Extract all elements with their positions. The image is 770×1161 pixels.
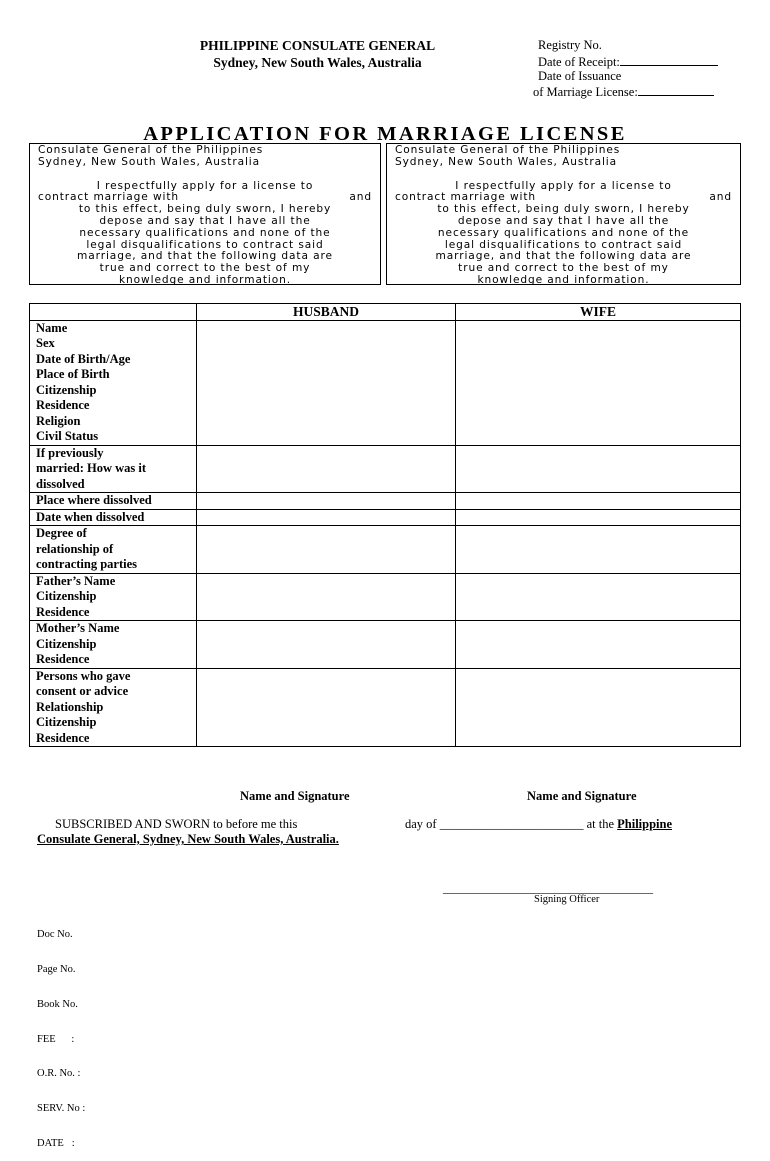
husband-signature-label: Name and Signature: [240, 789, 350, 803]
wife-date-dissolved-field[interactable]: [456, 509, 741, 526]
paragraph-line: knowledge and information.: [477, 273, 650, 286]
row-label: Date when dissolved: [36, 509, 145, 524]
paragraph-line: knowledge and information.: [119, 273, 291, 286]
fee-label: FEE :: [37, 1033, 75, 1045]
addressee-line1: Consulate General of the Philippines: [38, 144, 264, 156]
row-label: Residence: [36, 604, 90, 619]
row-label: Residence: [36, 730, 90, 745]
form-title: APPLICATION FOR MARRIAGE LICENSE: [143, 123, 627, 145]
addressee-box-left: [29, 143, 381, 285]
wife-previous-marriage-field[interactable]: [456, 445, 741, 493]
table-row-mother: [30, 621, 741, 669]
notarial-entries: [37, 906, 85, 1161]
row-label: Father’s Name: [36, 573, 116, 588]
row-labels: [30, 526, 197, 574]
or-no-label: O.R. No. :: [37, 1068, 81, 1080]
table-row-consent: [30, 668, 741, 747]
paragraph-line: true and correct to the best of my: [99, 262, 311, 275]
husband-father-field[interactable]: [197, 573, 456, 621]
date-label: DATE :: [37, 1137, 75, 1149]
marriage-license-date-field: [533, 84, 714, 101]
marriage-license-date-line: [638, 84, 714, 96]
row-label: Civil Status: [36, 429, 99, 443]
sworn-statement-part1: SUBSCRIBED AND SWORN to before me this: [55, 817, 298, 831]
sworn-statement-part2: [405, 817, 672, 832]
date-of-receipt-line: [620, 54, 718, 66]
row-label: Citizenship: [36, 636, 97, 651]
row-label: If previously: [36, 445, 104, 460]
row-label: Degree of: [36, 526, 87, 540]
row-label: Citizenship: [36, 589, 97, 603]
husband-header: HUSBAND: [197, 304, 456, 321]
sworn-place-word: Philippine: [617, 817, 673, 831]
husband-previous-marriage-field[interactable]: [197, 445, 456, 493]
wife-signature-label: Name and Signature: [527, 789, 637, 803]
row-label: married: How was it: [36, 461, 147, 475]
wife-father-field[interactable]: [456, 573, 741, 621]
paragraph-line: legal disqualifications to contract said: [444, 238, 683, 251]
signing-officer-label: Signing Officer: [534, 894, 600, 905]
wife-degree-relationship-field[interactable]: [456, 526, 741, 574]
paragraph-text: and: [349, 191, 372, 204]
row-label: consent or advice: [36, 684, 129, 698]
wife-consent-field[interactable]: [456, 668, 741, 747]
row-label: Place where dissolved: [36, 493, 152, 507]
row-label: contracting parties: [36, 557, 138, 571]
row-labels: [30, 493, 197, 510]
table-row-previous-marriage: [30, 445, 741, 493]
paragraph-text: contract marriage with: [38, 191, 180, 204]
paragraph-line: I respectfully apply for a license to: [96, 179, 314, 192]
paragraph-line: necessary qualifications and none of the: [437, 226, 690, 239]
marriage-license-date-label: of Marriage License:: [533, 85, 638, 99]
paragraph-line: depose and say that I have all the: [457, 214, 670, 227]
husband-place-dissolved-field[interactable]: [197, 493, 456, 510]
row-labels: [30, 509, 197, 526]
addressee-line2: Sydney, New South Wales, Australia: [395, 155, 618, 168]
addressee-line1: Consulate General of the Philippines: [395, 144, 621, 156]
sworn-date-text: day of _______________________ at the: [405, 817, 615, 831]
row-label: Name: [36, 320, 68, 335]
row-label: Citizenship: [36, 715, 97, 729]
row-label: dissolved: [36, 476, 85, 491]
page-no-label: Page No.: [37, 963, 76, 975]
paragraph-line: true and correct to the best of my: [458, 262, 669, 275]
husband-degree-relationship-field[interactable]: [197, 526, 456, 574]
row-label: Residence: [36, 652, 90, 666]
row-label: Residence: [36, 398, 90, 412]
wife-header: WIFE: [456, 304, 741, 321]
table-row-date-dissolved: [30, 509, 741, 526]
consulate-header: [140, 37, 495, 71]
table-row-father: [30, 573, 741, 621]
paragraph-text: contract marriage with: [395, 191, 537, 204]
row-label: Relationship: [36, 699, 104, 714]
date-of-issuance-label: Date of Issuance: [538, 69, 622, 83]
row-label: Citizenship: [36, 382, 97, 397]
row-labels: [30, 573, 197, 621]
application-paragraph: [38, 181, 372, 287]
applicant-data-table: [29, 303, 741, 747]
paragraph-text: and: [709, 191, 732, 204]
sworn-place: Consulate General, Sydney, New South Wales, Australia.: [37, 832, 339, 846]
row-label: relationship of: [36, 541, 114, 556]
registry-no-label: Registry No.: [538, 38, 602, 52]
row-label: Place of Birth: [36, 367, 110, 381]
paragraph-line: necessary qualifications and none of the: [79, 226, 331, 239]
wife-mother-field[interactable]: [456, 621, 741, 669]
book-no-label: Book No.: [37, 998, 78, 1010]
addressee-box-right: [386, 143, 741, 285]
husband-consent-field[interactable]: [197, 668, 456, 747]
row-labels: [30, 320, 197, 445]
addressee-line2: Sydney, New South Wales, Australia: [38, 155, 261, 168]
paragraph-line: depose and say that I have all the: [99, 214, 311, 227]
row-labels: [30, 445, 197, 493]
row-label: Sex: [36, 336, 55, 350]
wife-place-dissolved-field[interactable]: [456, 493, 741, 510]
date-of-receipt-label: Date of Receipt:: [538, 55, 620, 69]
row-labels: [30, 621, 197, 669]
row-label: Religion: [36, 413, 81, 428]
table-corner-cell: [30, 304, 197, 321]
row-labels: [30, 668, 197, 747]
husband-personal-field[interactable]: [197, 320, 456, 445]
serv-no-label: SERV. No :: [37, 1103, 86, 1115]
consulate-name: PHILIPPINE CONSULATE GENERAL: [199, 38, 436, 53]
table-row-place-dissolved: [30, 493, 741, 510]
paragraph-line: marriage, and that the following data are: [77, 250, 333, 263]
husband-mother-field[interactable]: [197, 621, 456, 669]
husband-date-dissolved-field[interactable]: [197, 509, 456, 526]
row-label: Date of Birth/Age: [36, 351, 131, 366]
consulate-location: Sydney, New South Wales, Australia: [213, 55, 422, 70]
doc-no-label: Doc No.: [37, 929, 73, 941]
row-label: Mother’s Name: [36, 621, 120, 635]
application-paragraph: [395, 181, 732, 287]
paragraph-line: legal disqualifications to contract said: [86, 238, 324, 251]
paragraph-line: to this effect, being duly sworn, I hereby: [78, 203, 332, 216]
table-header-row: [30, 304, 741, 321]
table-row-degree-relationship: [30, 526, 741, 574]
paragraph-line: I respectfully apply for a license to: [455, 179, 672, 192]
paragraph-line: to this effect, being duly sworn, I hereby: [437, 203, 690, 216]
row-label: Persons who gave: [36, 668, 131, 683]
wife-personal-field[interactable]: [456, 320, 741, 445]
signing-officer-line: ___________________________________: [443, 881, 653, 895]
paragraph-line: marriage, and that the following data are: [435, 250, 692, 263]
table-row-personal: [30, 320, 741, 445]
